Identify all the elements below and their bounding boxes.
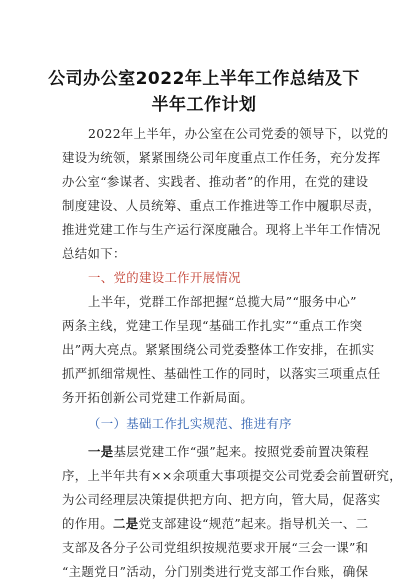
section-heading: 一、党的建设工作开展情况 <box>88 270 241 285</box>
subsection-para-line <box>88 442 369 460</box>
emphasis-first: 一是 <box>88 444 114 459</box>
intro-line: 推进党建工作与生产运行深度融合。现将上半年工作情况 <box>62 222 381 237</box>
section-para-line: 抓严抓细常规性、基础性工作的同时，以落实三项重点任 <box>62 366 381 381</box>
subsection-para-line <box>62 514 368 532</box>
text-run: 基层党建工作“强”起来。按照党委前置决策程 <box>113 444 369 459</box>
intro-line: 办公室“参谋者、实践者、推动者”的作用，在党的建设 <box>62 174 369 189</box>
document-title-line1: 公司办公室2022年上半年工作总结及下 <box>48 69 360 89</box>
subsection-para-line: 序，上半年共有××余项重大事项提交公司党委会前置研究， <box>62 468 402 483</box>
intro-line: 建设为统领，紧紧围绕公司年度重点工作任务，充分发挥 <box>62 150 381 165</box>
text-run: 党支部建设“规范”起来。指导机关一、二 <box>138 516 369 531</box>
section-para-line: 出”两大亮点。紧紧围绕公司党委整体工作安排，在抓实 <box>62 342 375 357</box>
emphasis-second: 二是 <box>112 516 139 531</box>
intro-line: 总结如下： <box>62 246 126 261</box>
text-run: 的作用。 <box>62 516 113 531</box>
subsection-para-line: “主题党日”活动，分门别类进行党支部工作台账，确保 <box>62 564 369 579</box>
section-para-line: 两条主线，党建工作呈现“基础工作扎实”“重点工作突 <box>62 318 363 333</box>
intro-line: 制度建设、人员统筹、重点工作推进等工作中履职尽责， <box>62 198 381 213</box>
section-para-line: 务开拓创新公司党建工作新局面。 <box>62 390 254 405</box>
intro-line: 2022年上半年，办公室在公司党委的领导下，以党的 <box>88 126 389 141</box>
document-title-line2: 半年工作计划 <box>151 95 257 115</box>
subsection-para-line: 支部及各分子公司党组织按规范要求开展“三会一课”和 <box>62 540 369 555</box>
subsection-heading: （一）基础工作扎实规范、推进有序 <box>88 416 292 431</box>
section-para-line: 上半年，党群工作部把握“总揽大局”“服务中心” <box>88 294 357 309</box>
subsection-para-line: 为公司经理层决策提供把方向、把方向，管大局，促落实 <box>62 492 381 507</box>
